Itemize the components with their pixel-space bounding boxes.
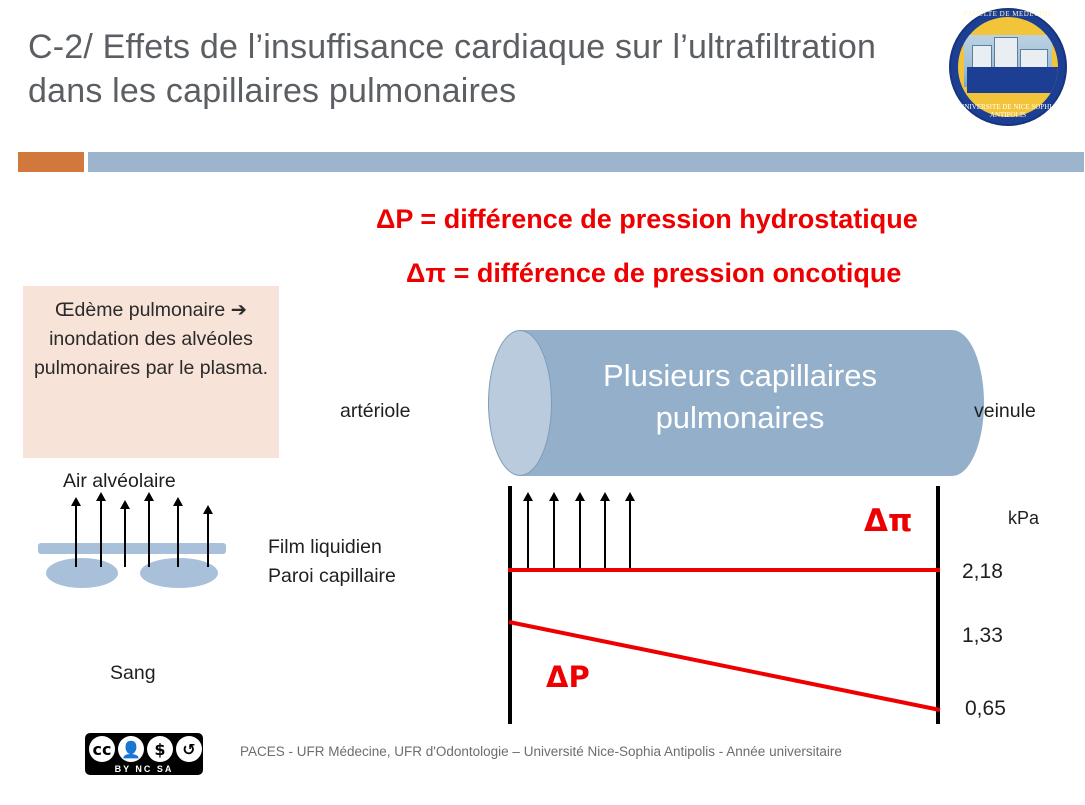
cc-license-codes: BY NC SA [114, 764, 174, 774]
axis-value-133: 1,33 [962, 624, 1003, 647]
flux-arrow-icon [207, 513, 209, 567]
university-logo [949, 8, 1067, 126]
flux-arrow-icon [148, 500, 150, 567]
label-arteriole: artériole [340, 400, 411, 422]
flux-arrow-icon [75, 505, 77, 567]
flux-arrow-icon [124, 508, 126, 567]
label-film-liquidien: Film liquidien [268, 536, 382, 558]
cc-nc-icon: $ [147, 736, 173, 762]
oncotic-pressure-line [508, 568, 940, 572]
logo-top-text: FACULTE DE MEDECINE [963, 10, 1053, 18]
logo-bottom-text: UNIVERSITE DE NICE SOPHIA ANTIPOLIS [959, 102, 1057, 120]
delta-p-annotation: ΔP [546, 660, 590, 694]
alveolus-shape-left [46, 558, 118, 588]
page-title: C-2/ Effets de l’insuffisance cardiaque sur l’ultrafiltration dans les capillaires pulmonaires [28, 28, 877, 110]
creative-commons-badge [85, 733, 203, 775]
edema-callout-box: Œdème pulmonaire ➔ inondation des alvéoles pulmonaires par le plasma. [23, 286, 279, 458]
footer-text: PACES - UFR Médecine, UFR d'Odontologie – Université Nice-Sophia Antipolis - Année universitaire [240, 744, 842, 759]
formula-delta-pi: Δπ = différence de pression oncotique [406, 258, 902, 288]
ultrafiltration-arrow-icon [579, 500, 581, 570]
label-veinule: veinule [974, 400, 1036, 422]
alveolar-membrane-shape [38, 543, 226, 554]
ultrafiltration-arrow-icon [527, 500, 529, 570]
delta-pi-annotation: Δπ [864, 503, 913, 539]
formula-delta-p: ΔP = différence de pression hydrostatique [376, 204, 918, 234]
flux-arrow-icon [100, 500, 102, 567]
cc-sa-icon: ↺ [176, 736, 202, 762]
header-bar-orange [18, 152, 84, 172]
ultrafiltration-arrow-icon [553, 500, 555, 570]
cc-icon-row [89, 736, 202, 762]
logo-blue-band [967, 67, 1058, 93]
axis-value-218: 2,18 [962, 560, 1003, 583]
flux-arrow-icon [177, 505, 179, 567]
capillary-label: Plusieurs capillaires pulmonaires [603, 358, 877, 435]
ultrafiltration-arrow-icon [629, 500, 631, 570]
cc-by-icon: 👤 [118, 736, 144, 762]
axis-value-065: 0,65 [965, 697, 1006, 720]
label-air-alveolaire: Air alvéolaire [63, 470, 176, 492]
label-sang: Sang [110, 662, 156, 684]
ultrafiltration-arrow-icon [604, 500, 606, 570]
cc-icon: cc [89, 736, 115, 762]
axis-unit-label: kPa [1008, 508, 1040, 528]
label-paroi-capillaire: Paroi capillaire [268, 565, 396, 587]
header-bar-blue [88, 152, 1084, 172]
